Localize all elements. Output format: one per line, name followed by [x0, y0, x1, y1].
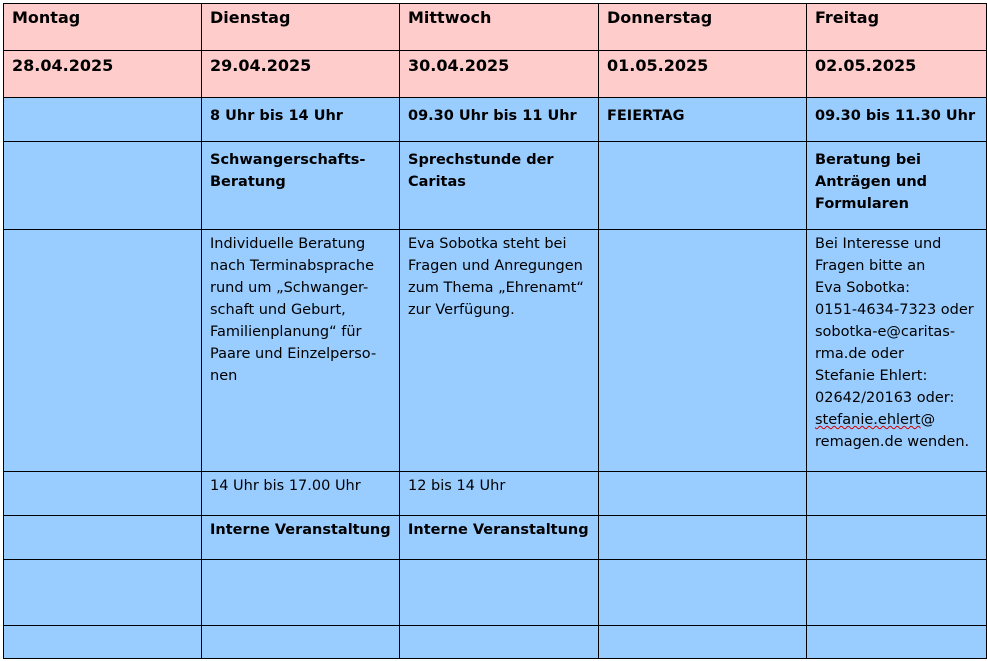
desc-line: remagen.de wenden. — [815, 434, 970, 450]
desc-line: nach Terminabsprache — [210, 258, 374, 274]
title2-donnerstag — [599, 516, 807, 560]
date-donnerstag: 01.05.2025 — [599, 51, 807, 98]
title1-dienstag-line: Beratung — [210, 174, 286, 190]
title1-donnerstag — [599, 142, 807, 230]
time1-dienstag: 8 Uhr bis 14 Uhr — [202, 98, 400, 142]
time-slot-row-1 — [4, 98, 987, 142]
desc-line: Paare und Einzelperso- — [210, 346, 377, 362]
title1-freitag — [807, 142, 987, 230]
empty-cell — [807, 560, 987, 626]
day-name-montag: Montag — [4, 4, 202, 51]
desc1-freitag — [807, 230, 987, 472]
title1-freitag-line: Anträgen und — [815, 174, 928, 190]
desc-line: zur Verfügung. — [408, 302, 515, 318]
day-name-mittwoch: Mittwoch — [400, 4, 599, 51]
title2-dienstag: Interne Veranstaltung — [202, 516, 400, 560]
empty-cell — [4, 560, 202, 626]
desc-line: 0151-4634-7323 oder — [815, 302, 974, 318]
holiday-label: FEIERTAG — [599, 98, 807, 142]
time1-freitag: 09.30 bis 11.30 Uhr — [807, 98, 987, 142]
desc-line: Eva Sobotka steht bei — [408, 236, 567, 252]
time2-dienstag: 14 Uhr bis 17.00 Uhr — [202, 472, 400, 516]
title1-dienstag-line: Schwangerschafts- — [210, 152, 366, 168]
title2-montag — [4, 516, 202, 560]
desc-line: sobotka-e@caritas- — [815, 324, 956, 340]
day-names-row — [4, 4, 987, 51]
time2-donnerstag — [599, 472, 807, 516]
desc-line: rund um „Schwanger- — [210, 280, 369, 296]
email-user-spellcheck: stefanie.ehlert — [815, 412, 921, 428]
title1-freitag-line: Formularen — [815, 196, 909, 212]
day-name-donnerstag: Donnerstag — [599, 4, 807, 51]
desc1-montag — [4, 230, 202, 472]
empty-cell — [400, 560, 599, 626]
time1-mittwoch: 09.30 Uhr bis 11 Uhr — [400, 98, 599, 142]
schedule-wrapper — [3, 3, 987, 659]
empty-cell — [599, 560, 807, 626]
title2-freitag — [807, 516, 987, 560]
dates-row — [4, 51, 987, 98]
time2-montag — [4, 472, 202, 516]
desc-line: schaft und Geburt, — [210, 302, 346, 318]
title1-mittwoch — [400, 142, 599, 230]
date-mittwoch: 30.04.2025 — [400, 51, 599, 98]
empty-row-2 — [4, 626, 987, 659]
empty-cell — [4, 626, 202, 659]
desc-line: Individuelle Beratung — [210, 236, 366, 252]
email-at: @ — [920, 412, 936, 428]
title1-freitag-line: Beratung bei — [815, 152, 922, 168]
desc-line: Stefanie Ehlert: — [815, 368, 928, 384]
day-name-freitag: Freitag — [807, 4, 987, 51]
desc-line: Familienplanung“ für — [210, 324, 362, 340]
event-title-row-2 — [4, 516, 987, 560]
empty-cell — [599, 626, 807, 659]
empty-cell — [202, 626, 400, 659]
date-freitag: 02.05.2025 — [807, 51, 987, 98]
title1-mittwoch-line: Sprechstunde der — [408, 152, 554, 168]
title1-dienstag — [202, 142, 400, 230]
title2-mittwoch: Interne Veranstaltung — [400, 516, 599, 560]
desc1-mittwoch — [400, 230, 599, 472]
weekly-schedule-table — [3, 3, 987, 659]
desc-line: Fragen und Anregungen — [408, 258, 583, 274]
time-slot-row-2 — [4, 472, 987, 516]
desc-line: Eva Sobotka: — [815, 280, 910, 296]
empty-cell — [807, 626, 987, 659]
desc-line: 02642/20163 oder: — [815, 390, 955, 406]
desc-line: Fragen bitte an — [815, 258, 926, 274]
date-dienstag: 29.04.2025 — [202, 51, 400, 98]
empty-cell — [202, 560, 400, 626]
time2-mittwoch: 12 bis 14 Uhr — [400, 472, 599, 516]
day-name-dienstag: Dienstag — [202, 4, 400, 51]
desc-line: zum Thema „Ehrenamt“ — [408, 280, 584, 296]
title1-montag — [4, 142, 202, 230]
time2-freitag — [807, 472, 987, 516]
desc1-dienstag — [202, 230, 400, 472]
empty-row-1 — [4, 560, 987, 626]
time1-montag — [4, 98, 202, 142]
desc-line: nen — [210, 368, 238, 384]
date-montag: 28.04.2025 — [4, 51, 202, 98]
desc-line: Bei Interesse und — [815, 236, 942, 252]
desc1-donnerstag — [599, 230, 807, 472]
event-title-row-1 — [4, 142, 987, 230]
description-row-1 — [4, 230, 987, 472]
empty-cell — [400, 626, 599, 659]
email-line — [815, 409, 978, 431]
desc-line: rma.de oder — [815, 346, 905, 362]
title1-mittwoch-line: Caritas — [408, 174, 466, 190]
